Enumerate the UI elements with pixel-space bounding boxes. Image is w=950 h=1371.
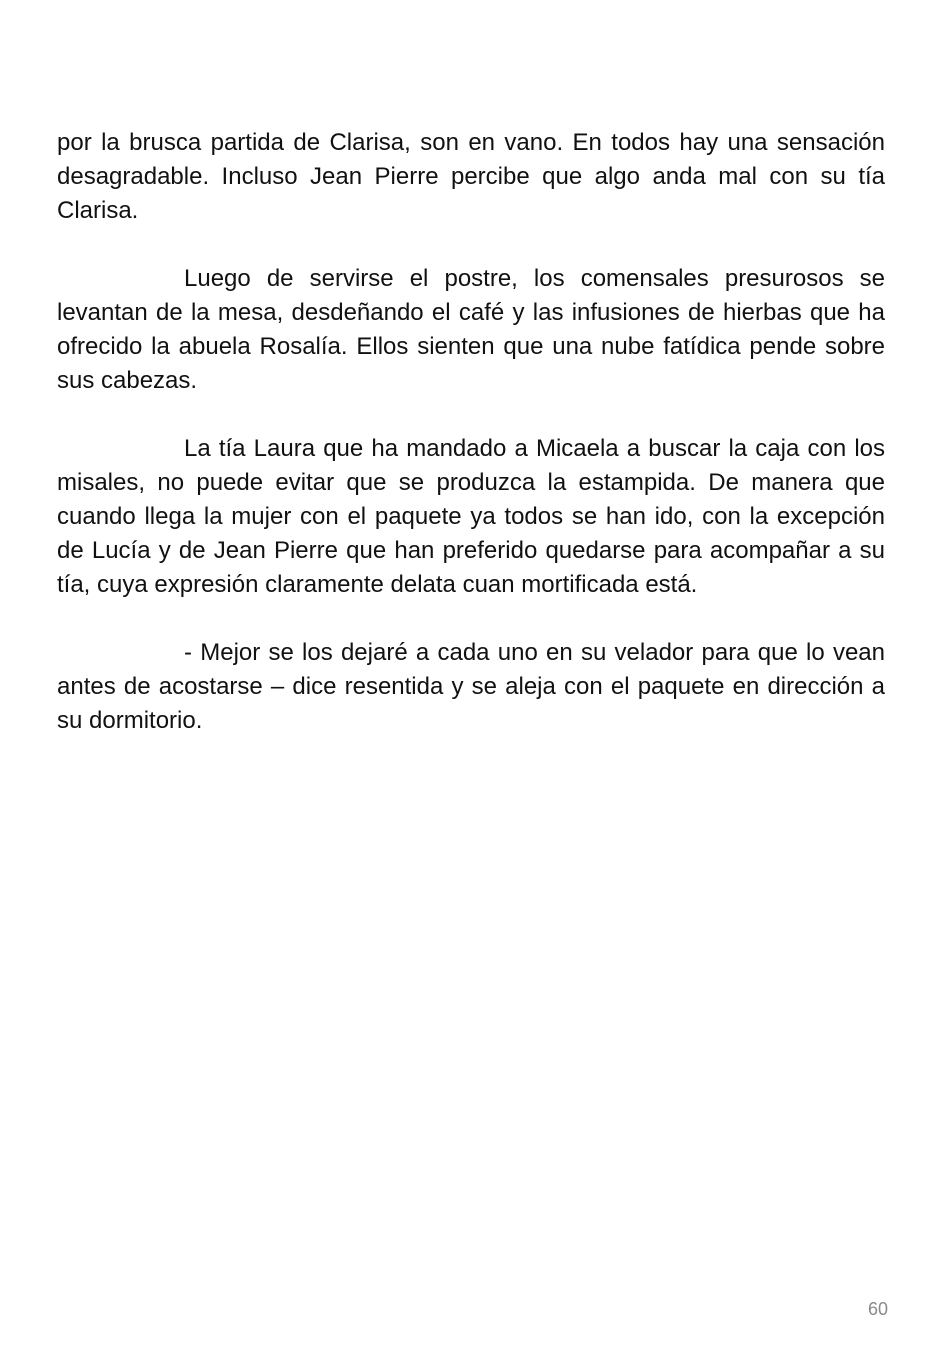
paragraph-4: - Mejor se los dejaré a cada uno en su velador para que lo vean antes de acostarse – dice resentida y se aleja con el paquete en dirección a su dormitorio. (57, 639, 885, 734)
paragraph-2: Luego de servirse el postre, los comensales presurosos se levantan de la mesa, desdeñando el café y las infusiones de hierbas que ha ofrecido la abuela Rosalía. Ellos sienten que una nube fatídica pende sobre sus cabezas. (57, 265, 885, 394)
paragraph-1: por la brusca partida de Clarisa, son en vano. En todos hay una sensación desagradable. Incluso Jean Pierre percibe que algo anda mal con su tía Clarisa. (57, 129, 885, 224)
page-body (57, 126, 885, 772)
page-number: 60 (867, 1299, 888, 1319)
paragraph-3: La tía Laura que ha mandado a Micaela a buscar la caja con los misales, no puede evitar que se produzca la estampida. De manera que cuando llega la mujer con el paquete ya todos se han ido, con la excepción de Lucía y de Jean Pierre que han preferido quedarse para acompañar a su tía, cuya expresión claramente delata cuan mortificada está. (57, 435, 885, 598)
